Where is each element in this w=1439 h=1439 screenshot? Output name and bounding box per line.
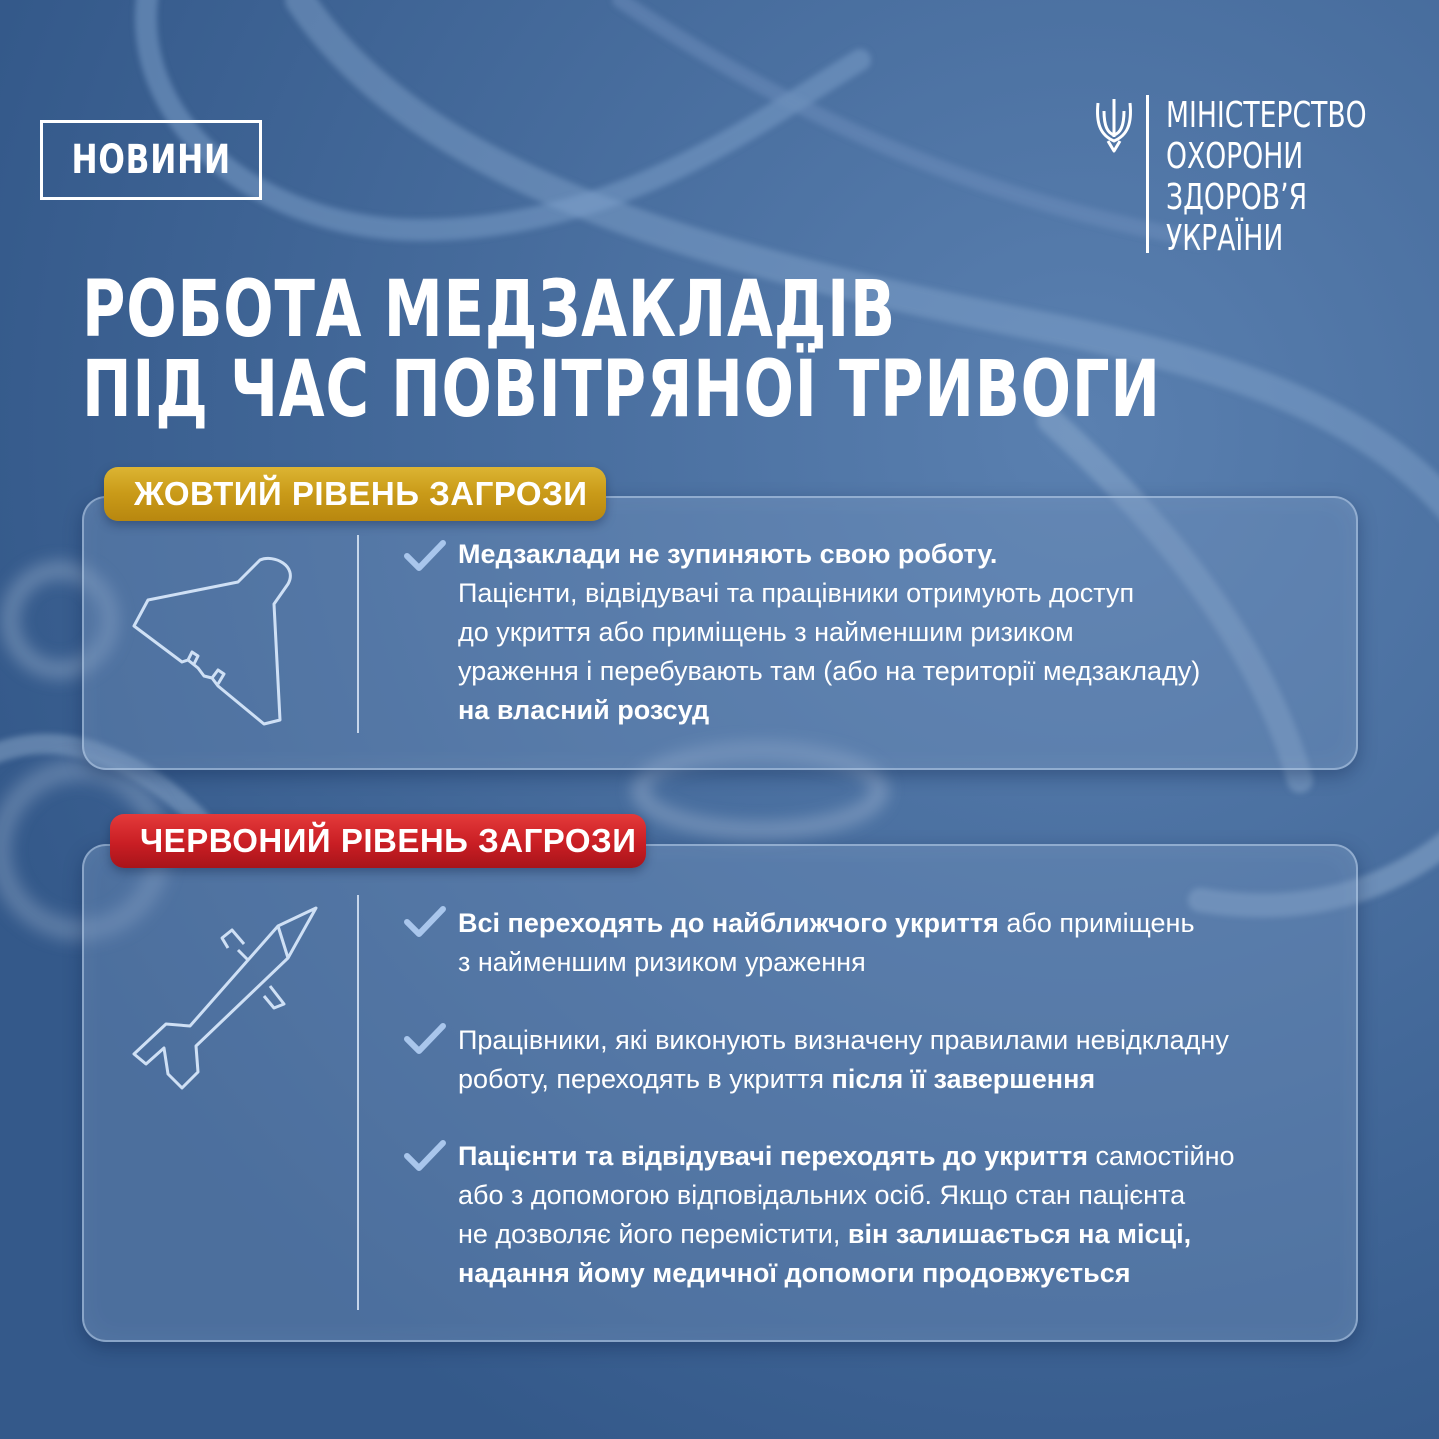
red-item-3-bold-4: надання йому медичної допомоги продовжується bbox=[458, 1258, 1131, 1288]
yellow-item-line-3: до укриття або приміщень з найменшим ризиком bbox=[458, 617, 1074, 647]
red-item-2-bold: після її завершення bbox=[831, 1064, 1096, 1094]
news-tag bbox=[40, 120, 262, 200]
red-card-divider bbox=[357, 895, 359, 1310]
red-item-3-text bbox=[458, 1137, 1235, 1293]
yellow-item-line-4: ураження і перебувають там (або на території медзакладу) bbox=[458, 656, 1201, 686]
yellow-item-bold-1: Медзаклади не зупиняють свою роботу. bbox=[458, 539, 998, 569]
red-item-3-bold-3: він залишається на місці, bbox=[847, 1219, 1192, 1249]
page-title bbox=[82, 265, 1161, 435]
red-item-2-text bbox=[458, 1021, 1229, 1099]
red-item-3-line-2: або з допомогою відповідальних осіб. Якщо стан пацієнта bbox=[458, 1180, 1186, 1210]
drone-icon bbox=[128, 552, 303, 730]
logo-divider bbox=[1146, 95, 1149, 253]
red-item-3-bold: Пацієнти та відвідувачі переходять до укриття bbox=[458, 1141, 1089, 1171]
ministry-line-3: ЗДОРОВ’Я bbox=[1166, 177, 1308, 218]
red-item-3-rest: самостійно bbox=[1088, 1141, 1235, 1171]
red-item-1-rest: або приміщень bbox=[998, 908, 1195, 938]
check-icon bbox=[404, 540, 446, 572]
check-icon bbox=[404, 1140, 446, 1172]
title-line-2: ПІД ЧАС ПОВІТРЯНОЇ ТРИВОГИ bbox=[82, 345, 1161, 435]
yellow-item-text bbox=[458, 535, 1200, 730]
news-tag-label: НОВИНИ bbox=[71, 137, 231, 183]
title-line-1: РОБОТА МЕДЗАКЛАДІВ bbox=[82, 265, 896, 355]
ministry-line-4: УКРАЇНИ bbox=[1166, 218, 1284, 259]
red-item-1-text bbox=[458, 904, 1195, 982]
check-icon bbox=[404, 1023, 446, 1055]
red-item-1-line-2: з найменшим ризиком ураження bbox=[458, 947, 866, 977]
check-icon bbox=[404, 906, 446, 938]
red-item-1-bold: Всі переходять до найближчого укриття bbox=[458, 908, 999, 938]
yellow-card-divider bbox=[357, 535, 359, 733]
ministry-line-1: МІНІСТЕРСТВО bbox=[1166, 95, 1367, 136]
red-item-2-line-1: Працівники, які виконують визначену правилами невідкладну bbox=[458, 1025, 1229, 1055]
trident-icon bbox=[1094, 97, 1134, 155]
ministry-line-2: ОХОРОНИ bbox=[1166, 136, 1304, 177]
red-level-badge: ЧЕРВОНИЙ РІВЕНЬ ЗАГРОЗИ bbox=[110, 814, 646, 868]
yellow-item-bold-5: на власний розсуд bbox=[458, 695, 710, 725]
yellow-item-line-2: Пацієнти, відвідувачі та працівники отримують доступ bbox=[458, 578, 1135, 608]
missile-icon bbox=[128, 904, 322, 1094]
red-item-3-line-3: не дозволяє його перемістити, bbox=[458, 1219, 848, 1249]
yellow-level-badge: ЖОВТИЙ РІВЕНЬ ЗАГРОЗИ bbox=[104, 467, 606, 521]
ministry-logo bbox=[1094, 95, 1374, 259]
red-item-2-rest: роботу, переходять в укриття bbox=[458, 1064, 832, 1094]
ministry-name bbox=[1166, 95, 1367, 259]
